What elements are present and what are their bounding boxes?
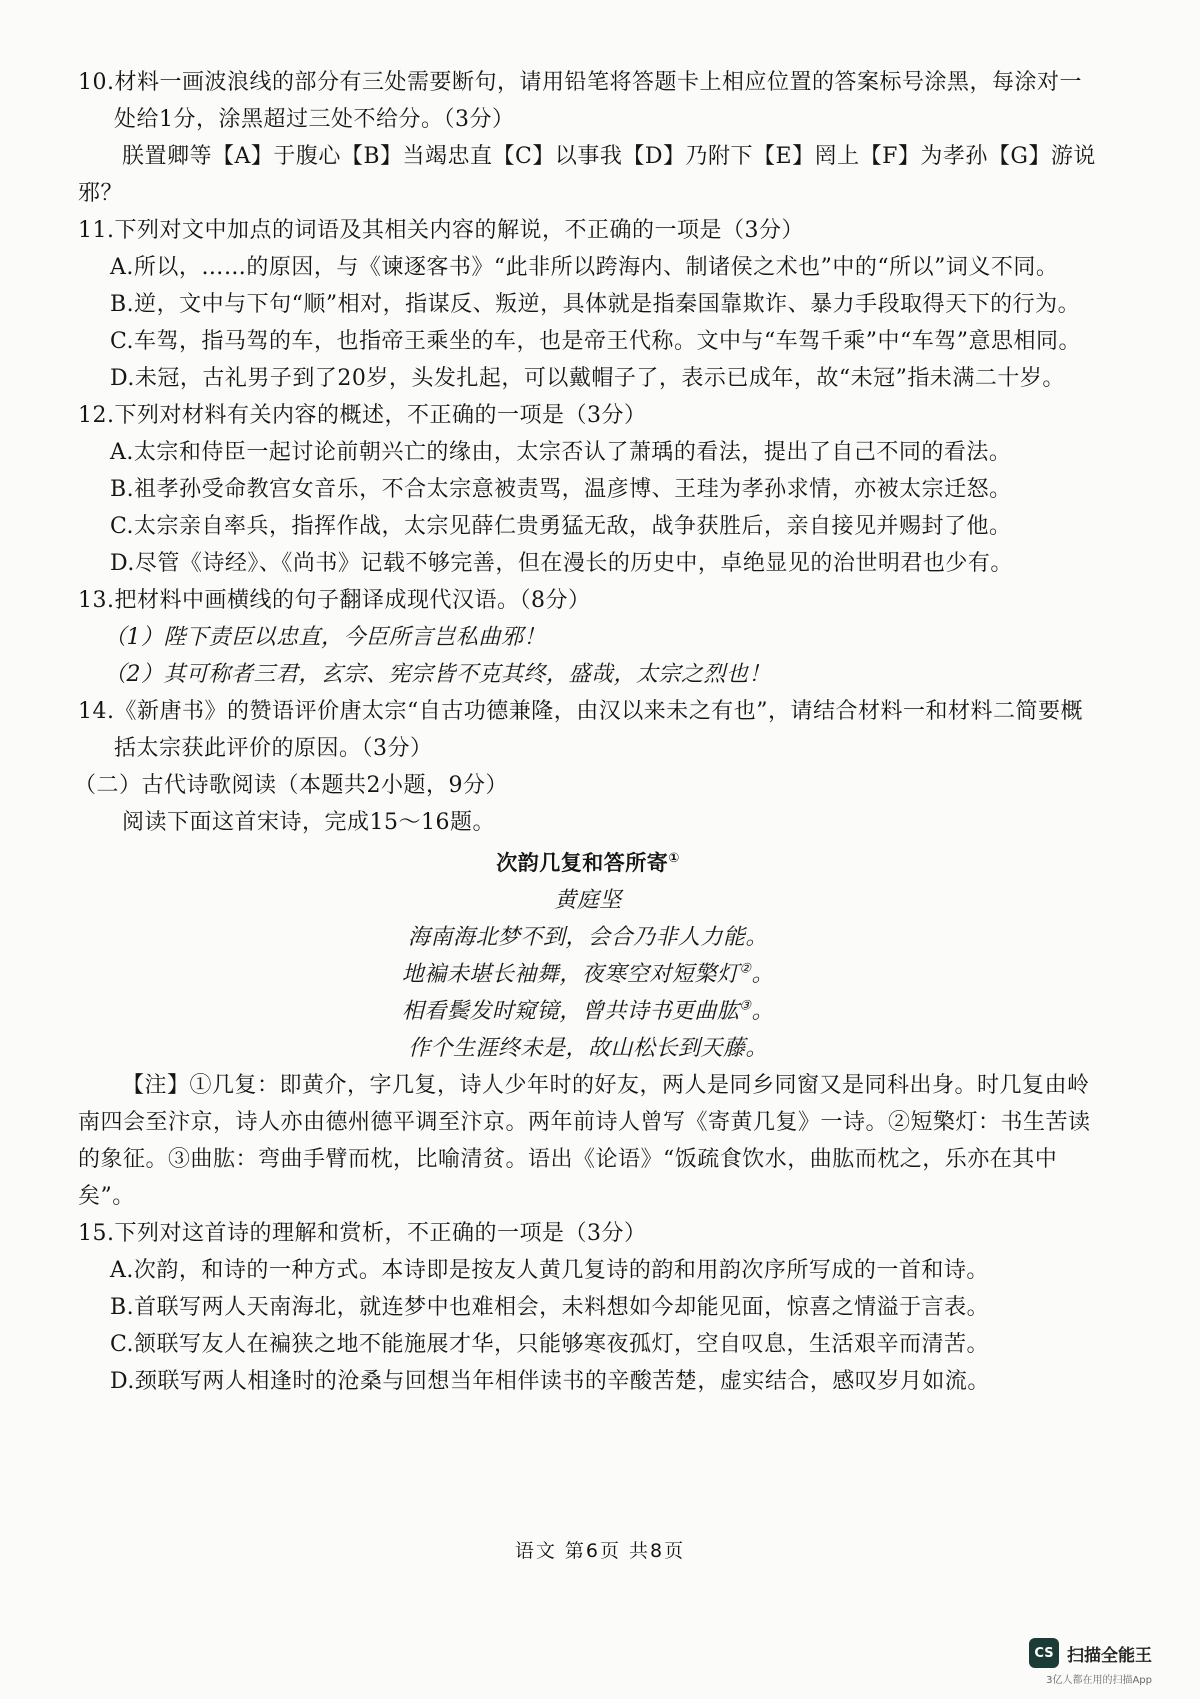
poem-annotation: 【注】①几复：即黄介，字几复，诗人少年时的好友，两人是同乡同窗又是同科出身。时几复由岭南四会至汴京，诗人亦由德州德平调至汴京。两年前诗人曾写《寄黄几复》一诗。②短檠灯：书生苦读的象征。③曲肱：弯曲手臂而枕，比喻清贫。语出《论语》“饭疏食饮水，曲肱而枕之，乐亦在其中矣”。	[78, 1073, 1091, 1209]
section-2-intro: 阅读下面这首宋诗，完成15～16题。	[122, 810, 495, 835]
section-2-heading: （二）古代诗歌阅读（本题共2小题，9分）	[74, 773, 508, 798]
poem-title	[78, 845, 1098, 882]
poem-title-note: ①	[668, 851, 680, 866]
question-15-option-a: A.次韵，和诗的一种方式。本诗即是按友人黄几复诗的韵和用韵次序所写成的一首和诗。	[110, 1258, 989, 1283]
question-10-stem: 10.材料一画波浪线的部分有三处需要断句，请用铅笔将答题卡上相应位置的答案标号涂黑，每涂对一处给1分，涂黑超过三处不给分。（3分）	[78, 70, 1082, 132]
poem-line-4-text: 作个生涯终未是，故山松长到天藤。	[407, 1036, 768, 1061]
poem-line-4	[78, 1030, 1098, 1067]
question-11-option-c: C.车驾，指马驾的车，也指帝王乘坐的车，也是帝王代称。文中与“车驾千乘”中“车驾”意思相同。	[110, 329, 1082, 354]
question-11-stem: 11.下列对文中加点的词语及其相关内容的解说，不正确的一项是（3分）	[78, 218, 804, 243]
question-13-item-1: （1）陛下责臣以忠直，今臣所言岂私曲邪！	[104, 625, 546, 650]
question-12-option-d: D.尽管《诗经》、《尚书》记载不够完善，但在漫长的历史中，卓绝显见的治世明君也少有。	[110, 551, 1013, 576]
question-14-stem: 14.《新唐书》的赞语评价唐太宗“自古功德兼隆，由汉以来未之有也”，请结合材料一和材料二简要概括太宗获此评价的原因。（3分）	[78, 699, 1083, 761]
poem-line-2: 地褊未堪长袖舞，夜寒空对短檠灯②。	[401, 961, 775, 987]
question-10-passage: 朕置卿等【A】于腹心【B】当竭忠直【C】以事我【D】乃附下【E】罔上【F】为孝孙【G】游说邪？	[78, 144, 1096, 206]
camscanner-logo-icon: CS	[1029, 1638, 1059, 1668]
poem-line-3-note: ③	[739, 998, 752, 1014]
poem-line-1-text: 海南海北梦不到，会合乃非人力能。	[407, 925, 768, 950]
poem-title-text: 次韵几复和答所寄	[496, 851, 669, 875]
question-15-option-c: C.颔联写友人在褊狭之地不能施展才华，只能够寒夜孤灯，空自叹息，生活艰辛而清苦。	[110, 1332, 990, 1357]
page-footer: 语文 第6页 共8页	[514, 1540, 686, 1562]
poem-line-3-text: 相看鬓发时窥镜，曾共诗书更曲肱	[401, 999, 740, 1024]
poem-line-3: 相看鬓发时窥镜，曾共诗书更曲肱③。	[401, 998, 775, 1024]
page-content	[74, 64, 1098, 1400]
question-11-option-a: A.所以，……的原因，与《谏逐客书》“此非所以跨海内、制诸侯之术也”中的“所以”词义不同。	[110, 255, 1059, 280]
question-12-stem: 12.下列对材料有关内容的概述，不正确的一项是（3分）	[78, 403, 647, 428]
question-12-option-a: A.太宗和侍臣一起讨论前朝兴亡的缘由，太宗否认了萧瑀的看法，提出了自己不同的看法。	[110, 440, 1012, 465]
question-12-option-c: C.太宗亲自率兵，指挥作战，太宗见薛仁贵勇猛无敌，战争获胜后，亲自接见并赐封了他。	[110, 514, 1012, 539]
watermark-brand-name: 扫描全能王	[1067, 1645, 1152, 1666]
poem-author: 黄庭坚	[554, 888, 622, 913]
scanner-watermark	[1029, 1638, 1152, 1668]
watermark-slogan: 3亿人都在用的扫描App	[1046, 1675, 1152, 1686]
question-13-stem: 13.把材料中画横线的句子翻译成现代汉语。（8分）	[78, 588, 591, 613]
question-12-option-b: B.祖孝孙受命教宫女音乐，不合太宗意被责骂，温彦博、王珪为孝孙求情，亦被太宗迁怒。	[110, 477, 1012, 502]
question-15-stem: 15.下列对这首诗的理解和赏析，不正确的一项是（3分）	[78, 1221, 647, 1246]
poem-line-2-text: 地褊未堪长袖舞，夜寒空对短檠灯	[401, 962, 740, 987]
question-13-item-2: （2）其可称者三君，玄宗、宪宗皆不克其终，盛哉，太宗之烈也！	[104, 662, 771, 687]
question-15-option-b: B.首联写两人天南海北，就连梦中也难相会，未料想如今却能见面，惊喜之情溢于言表。	[110, 1295, 990, 1320]
poem-line-2-note: ②	[739, 961, 752, 977]
poem-line-1	[78, 919, 1098, 956]
question-11-option-b: B.逆，文中与下句“顺”相对，指谋反、叛逆，具体就是指秦国靠欺诈、暴力手段取得天下的行为。	[110, 292, 1081, 317]
question-15-option-d: D.颈联写两人相逢时的沧桑与回想当年相伴读书的辛酸苦楚，虚实结合，感叹岁月如流。	[110, 1369, 990, 1394]
question-11-option-d: D.未冠，古礼男子到了20岁，头发扎起，可以戴帽子了，表示已成年，故“未冠”指未满二十岁。	[110, 366, 1065, 391]
